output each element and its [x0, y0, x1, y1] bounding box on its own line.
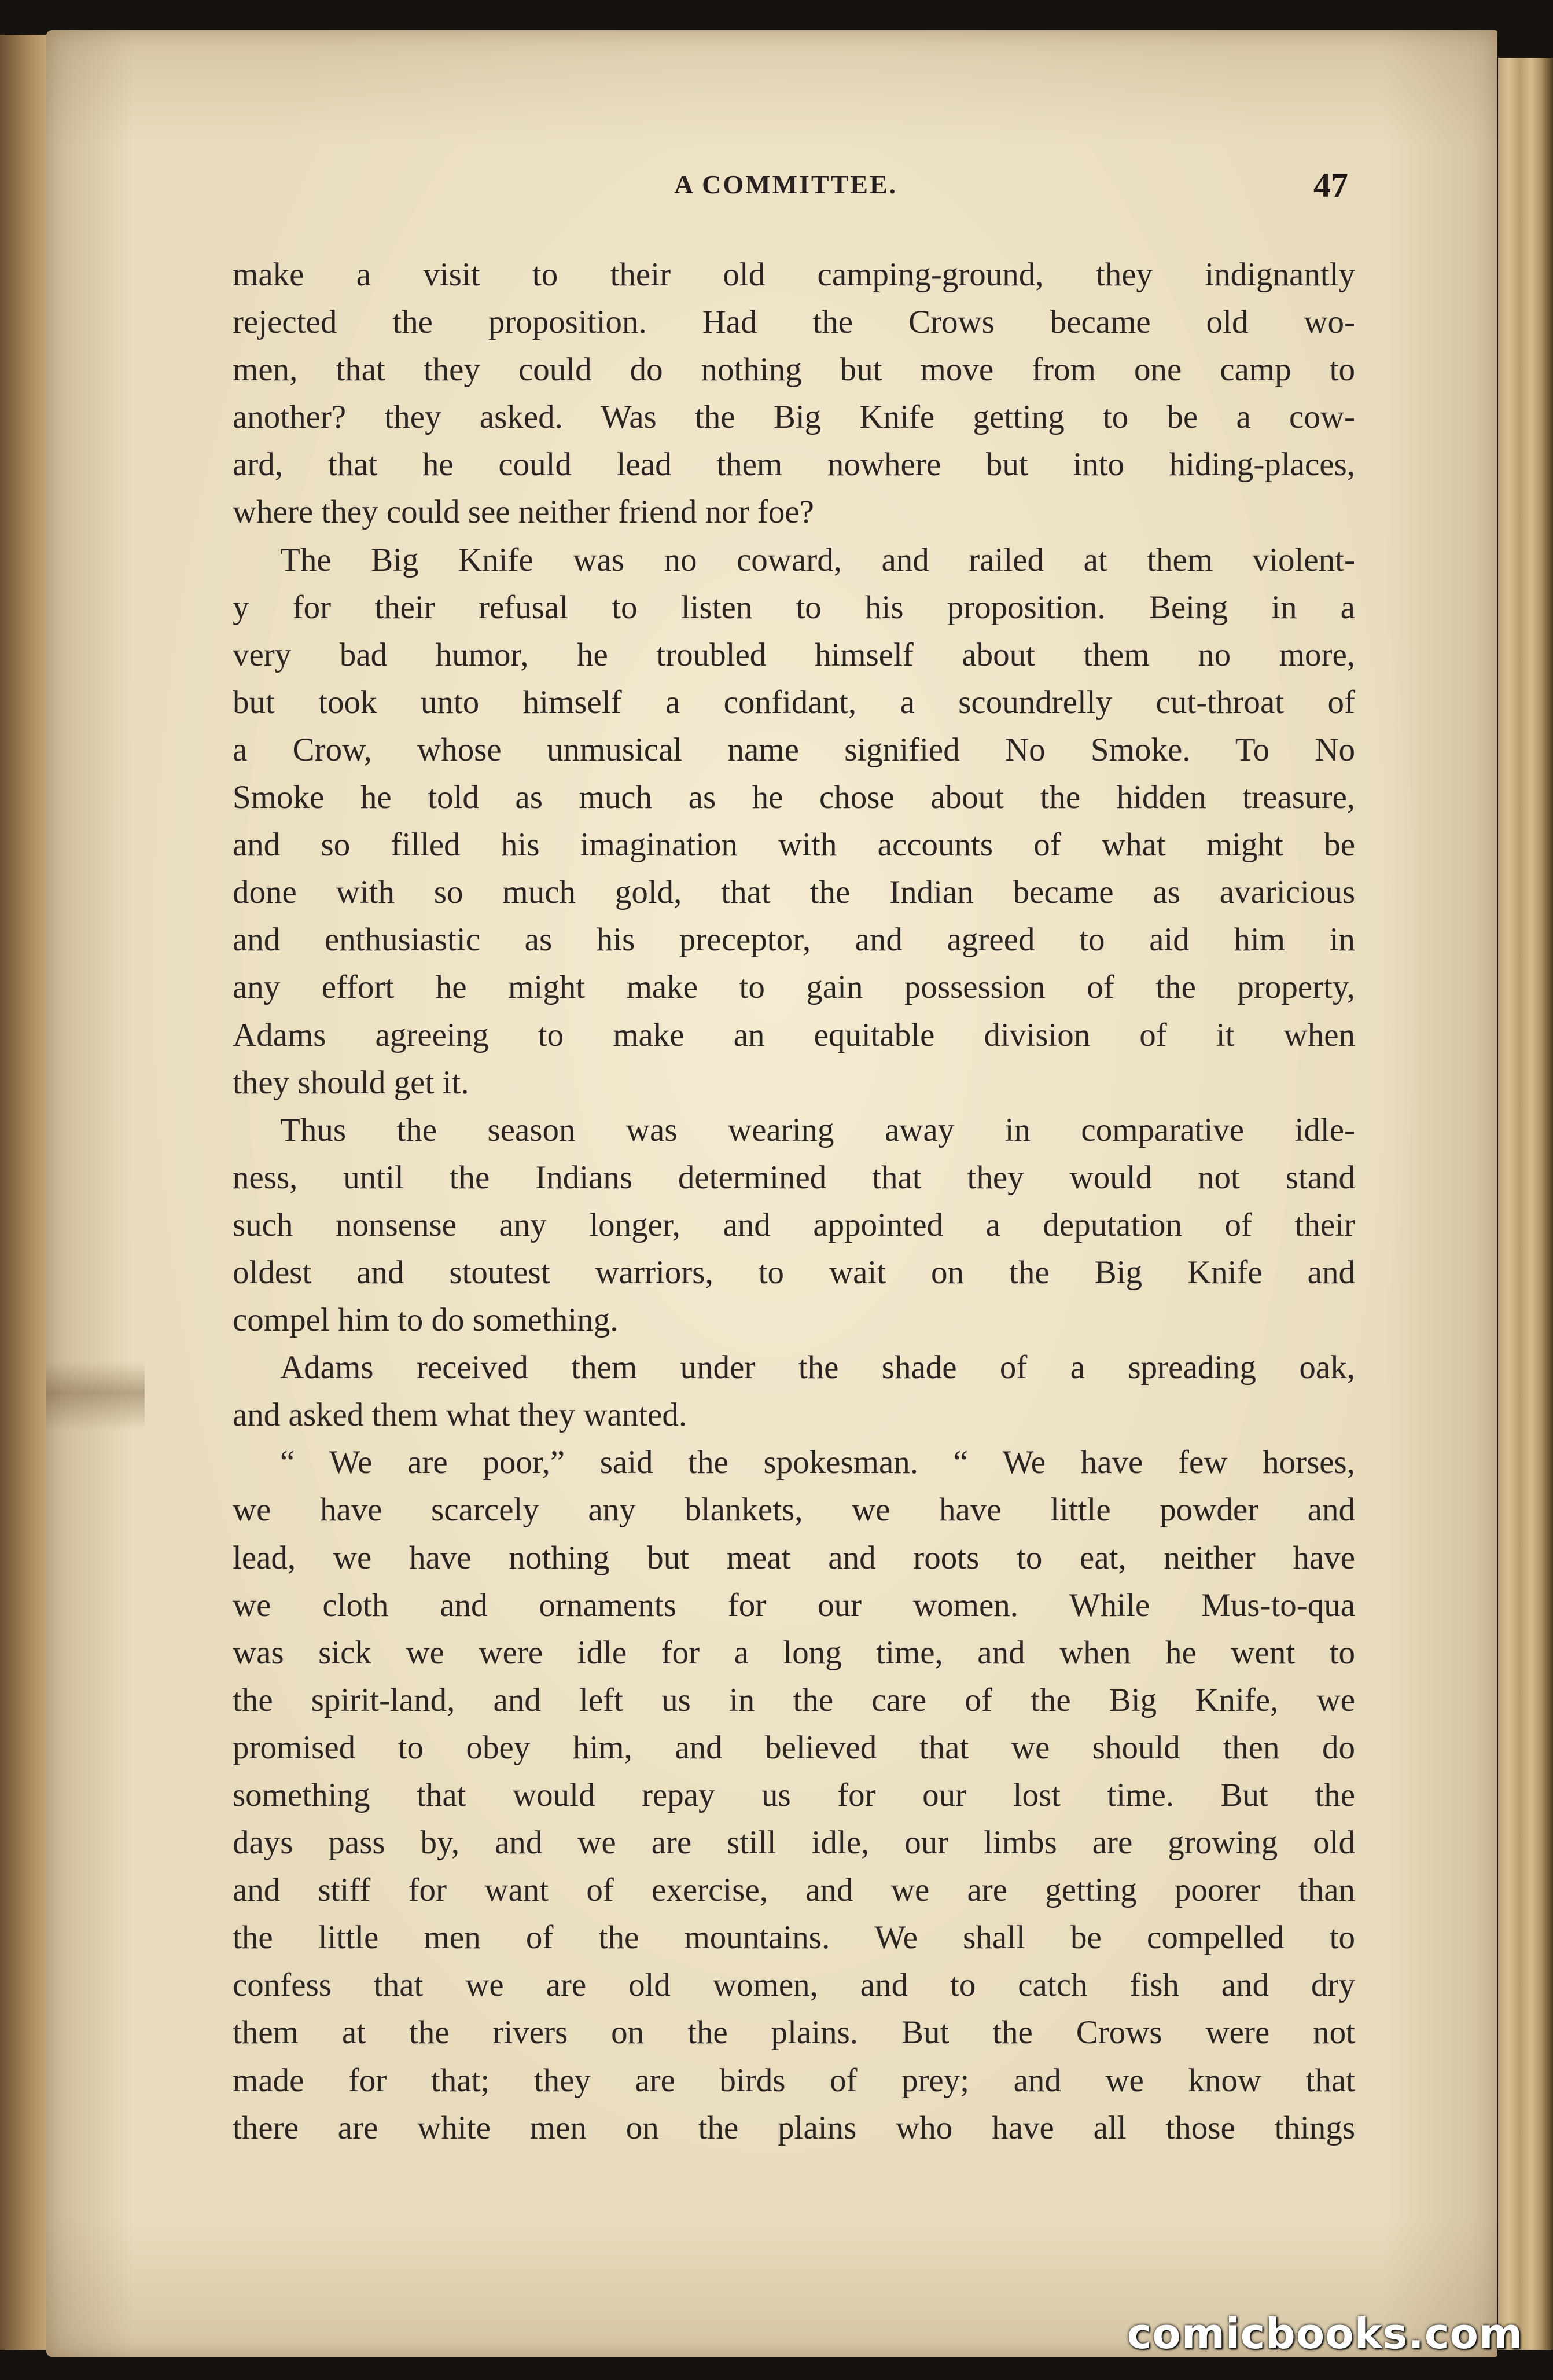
text-line: very bad humor, he troubled himself about them no more, [233, 636, 1355, 673]
chapter-title: A COMMITTEE. [674, 170, 898, 199]
text-line: any effort he might make to gain possession of the property, [233, 969, 1355, 1006]
text-line: something that would repay us for our lost time. But the [233, 1777, 1355, 1813]
text-line: Adams agreeing to make an equitable division of it when [233, 1016, 1355, 1053]
page-edges-right [1498, 58, 1553, 2350]
text-line: and so filled his imagination with accounts of what might be [233, 827, 1355, 864]
text-line: but took unto himself a confidant, a scoundrelly cut-throat of [233, 684, 1355, 721]
body-text [233, 251, 1355, 2152]
page-number: 47 [1313, 166, 1348, 204]
text-line: we cloth and ornaments for our women. While Mus-to-qua [233, 1586, 1355, 1624]
page-crease [46, 1361, 145, 1431]
text-line: the spirit-land, and left us in the care of the Big Knife, we [233, 1681, 1355, 1718]
text-line: Smoke he told as much as he chose about the hidden treasure, [233, 779, 1355, 816]
text-line: ard, that he could lead them nowhere but into hiding-places, [233, 446, 1355, 483]
text-line: promised to obey him, and believed that we should then do [233, 1729, 1355, 1766]
text-line: rejected the proposition. Had the Crows became old wo- [233, 304, 1355, 341]
text-line: The Big Knife was no coward, and railed at them violent- [280, 541, 1355, 578]
text-line: such nonsense any longer, and appointed a deputation of their [233, 1206, 1355, 1243]
text-line: ness, until the Indians determined that they would not stand [233, 1159, 1355, 1196]
text-line: confess that we are old women, and to catch fish and dry [233, 1967, 1355, 2004]
text-line: done with so much gold, that the Indian became as avaricious [233, 874, 1355, 911]
text-line: another? they asked. Was the Big Knife getting to be a cow- [233, 399, 1355, 436]
text-line: where they could see neither friend nor foe? [233, 494, 814, 531]
text-line: we have scarcely any blankets, we have little powder and [233, 1492, 1355, 1529]
text-line: y for their refusal to listen to his proposition. Being in a [233, 589, 1355, 626]
text-line: was sick we were idle for a long time, and when he went to [233, 1634, 1355, 1671]
text-line: Thus the season was wearing away in comparative idle- [280, 1111, 1355, 1148]
running-head [191, 166, 1348, 221]
text-line: there are white men on the plains who have all those things [233, 2109, 1355, 2146]
site-watermark: comicbooks.com [1127, 2309, 1523, 2358]
text-line: and enthusiastic as his preceptor, and agreed to aid him in [233, 921, 1355, 958]
text-line: made for that; they are birds of prey; and we know that [233, 2062, 1355, 2099]
text-line: lead, we have nothing but meat and roots to eat, neither have [233, 1539, 1355, 1576]
text-line: and asked them what they wanted. [233, 1397, 687, 1434]
text-line: Adams received them under the shade of a spreading oak, [280, 1349, 1355, 1386]
text-line: make a visit to their old camping-ground, they indignantly [233, 256, 1355, 293]
text-line: and stiff for want of exercise, and we are getting poorer than [233, 1872, 1355, 1909]
text-line: men, that they could do nothing but move from one camp to [233, 351, 1355, 388]
text-line: they should get it. [233, 1064, 469, 1101]
text-line: oldest and stoutest warriors, to wait on the Big Knife and [233, 1254, 1355, 1291]
text-line: them at the rivers on the plains. But the Crows were not [233, 2014, 1355, 2051]
text-line: compel him to do something. [233, 1302, 619, 1339]
text-line: days pass by, and we are still idle, our limbs are growing old [233, 1824, 1355, 1861]
text-line: “ We are poor,” said the spokesman. “ We have few horses, [280, 1444, 1355, 1481]
text-line: the little men of the mountains. We shall be compelled to [233, 1919, 1355, 1956]
text-line: a Crow, whose unmusical name signified No Smoke. To No [233, 731, 1355, 768]
